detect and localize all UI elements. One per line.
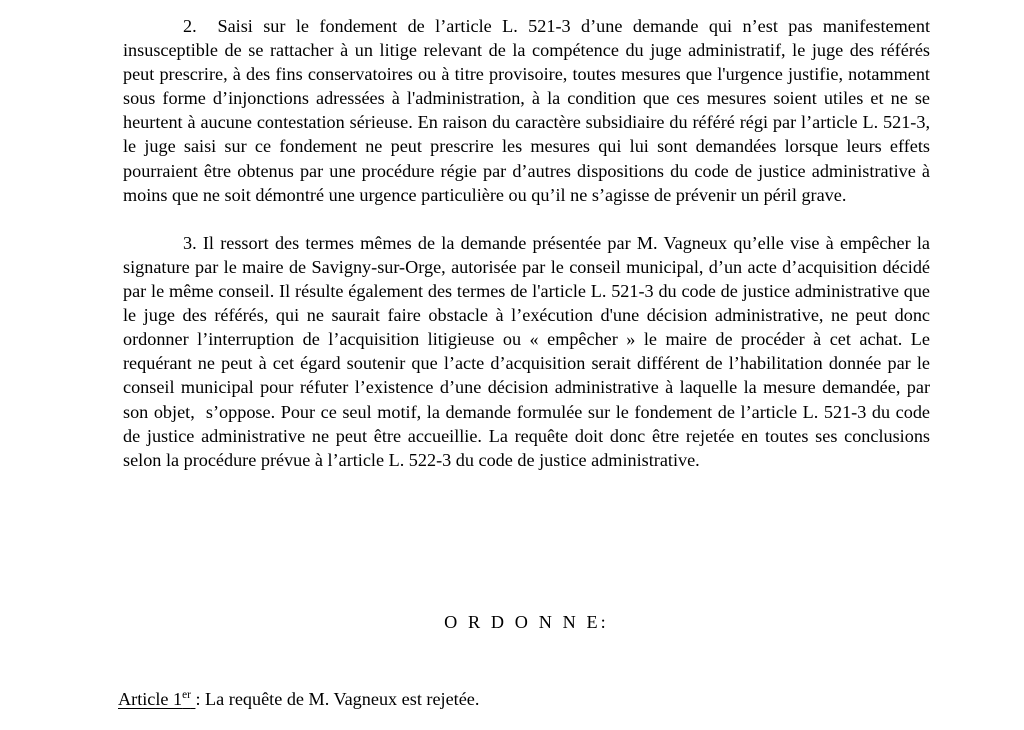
document-body — [123, 14, 935, 472]
article-1-text: : La requête de M. Vagneux est rejetée. — [195, 689, 480, 709]
ordonne-heading: O R D O N N E: — [444, 612, 609, 632]
paragraph-2: 2. Saisi sur le fondement de l’article L. 521-3 d’une demande qui n’est pas manifestement insusceptible de se rattacher à un litige relevant de la compétence du juge administratif, le juge des référés peut prescrire, à des fins conservatoires ou à titre provisoire, toutes mesures que l'urgence justifie, notamment sous forme d’injonctions adressées à l'administration, à la condition que ces mesures soient utiles et ne se heurtent à aucune contestation sérieuse. En raison du caractère subsidiaire du référé régi par l’article L. 521-3, le juge saisi sur ce fondement ne peut prescrire les mesures qui lui sont demandées lorsque leurs effets pourraient être obtenus par une procédure régie par d’autres dispositions du code de justice administrative à moins que ne soit démontré une urgence particulière ou qu’il ne s’agisse de prévenir un péril grave. — [123, 16, 935, 205]
paragraph-3: 3. Il ressort des termes mêmes de la demande présentée par M. Vagneux qu’elle vise à empêcher la signature par le maire de Savigny-sur-Orge, autorisée par le conseil municipal, d’un acte d’acquisition décidé par le même conseil. Il résulte également des termes de l'article L. 521-3 du code de justice administrative que le juge des référés, qui ne saurait faire obstacle à l’exécution d'une décision administrative, ne peut donc ordonner l’interruption de l’acquisition litigieuse ou « empêcher » le maire de procéder à cet achat. Le requérant ne peut à cet égard soutenir que l’acte d’acquisition serait différent de l’habilitation donnée par le conseil municipal pour réfuter l’existence d’une décision administrative à laquelle la mesure demandée, par son objet, s’oppose. Pour ce seul motif, la demande formulée sur le fondement de l’article L. 521-3 du code de justice administrative ne peut être accueillie. La requête doit donc être rejetée en toutes ses conclusions selon la procédure prévue à l’article L. 522-3 du code de justice administrative. — [123, 232, 935, 470]
article-1-line — [118, 687, 930, 711]
article-1-label-main: Article 1 — [118, 689, 183, 709]
article-1-container — [118, 687, 930, 711]
article-1-label — [118, 689, 195, 709]
ordonne-heading-container — [123, 610, 930, 634]
article-1-label-superscript: er — [182, 688, 191, 701]
